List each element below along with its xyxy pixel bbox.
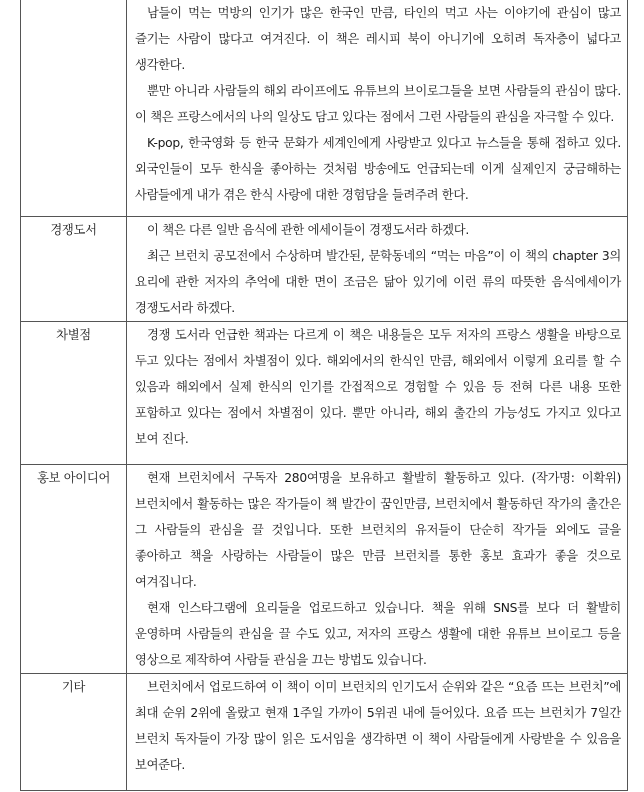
row-label: 기타	[21, 674, 127, 791]
row-content	[127, 0, 628, 217]
paragraph: 최근 브런치 공모전에서 수상하며 발간된, 문학동네의 “먹는 마음”이 이 책의 chapter 3의 요리에 관한 저자의 추억에 대한 면이 조금은 닮아 있기에 이런 류의 따뜻한 음식에세이가 경쟁도서라 하겠다.	[135, 249, 621, 315]
proposal-table	[20, 0, 628, 791]
paragraph: 경쟁 도서라 언급한 책과는 다르게 이 책은 내용들은 모두 저자의 프랑스 생활을 바탕으로 두고 있다는 점에서 차별점이 있다. 해외에서의 한식인 만큼, 해외에서 이렇게 요리를 할 수 있음과 해외에서 실제 한식의 인기를 간접적으로 경험할 수 있음 등 전혀 다른 내용 또한 포함하고 있다는 점에서 차별점이 있다. 뿐만 아니라, 해외 출간의 가능성도 가지고 있다고 보여 진다.	[135, 328, 621, 446]
row-label: 경쟁도서	[21, 217, 127, 322]
table-row	[21, 674, 628, 791]
paragraph: 브런치에서 업로드하여 이 책이 이미 브런치의 인기도서 순위와 같은 “요즘 뜨는 브런치”에 최대 순위 2위에 올랐고 현재 1주일 가까이 5위권 내에 들어있다. 요즘 뜨는 브런치가 7일간 브런치 독자들이 가장 많이 읽은 도서임을 생각하면 이 책이 사람들에게 사랑받을 수 있음을 보여준다.	[135, 680, 621, 772]
row-label	[21, 0, 127, 217]
table-row	[21, 465, 628, 674]
table-row	[21, 0, 628, 217]
paragraph: 남들이 먹는 먹방의 인기가 많은 한국인 만큼, 타인의 먹고 사는 이야기에 관심이 많고 즐기는 사람이 많다고 여겨진다. 이 책은 레시피 북이 아니기에 오히려 독자층이 넓다고 생각한다.	[135, 6, 621, 72]
row-label: 차별점	[21, 322, 127, 465]
paragraph: 이 책은 다른 일반 음식에 관한 에세이들이 경쟁도서라 하겠다.	[147, 223, 469, 237]
row-content	[127, 674, 628, 791]
paragraph: 현재 인스타그램에 요리들을 업로드하고 있습니다. 책을 위해 SNS를 보다 더 활발히 운영하며 사람들의 관심을 끌 수도 있고, 저자의 프랑스 생활에 대한 유튜브 브이로그 등을 영상으로 제작하여 사람들 관심을 끄는 방법도 있습니다.	[135, 601, 621, 667]
row-content	[127, 322, 628, 465]
table-row	[21, 217, 628, 322]
row-content	[127, 217, 628, 322]
paragraph: K-pop, 한국영화 등 한국 문화가 세계인에게 사랑받고 있다고 뉴스들을 통해 접하고 있다. 외국인들이 모두 한식을 좋아하는 것처럼 방송에도 언급되는데 이게 실제인지 궁금해하는 사람들에게 내가 겪은 한식 사랑에 대한 경험담을 들려주려 한다.	[135, 136, 621, 202]
paragraph: 뿐만 아니라 사람들의 해외 라이프에도 유튜브의 브이로그들을 보면 사람들의 관심이 많다. 이 책은 프랑스에서의 나의 일상도 담고 있다는 점에서 그런 사람들의 관심을 자극할 수 있다.	[135, 84, 621, 124]
table-row	[21, 322, 628, 465]
paragraph: 현재 브런치에서 구독자 280여명을 보유하고 활발히 활동하고 있다. (작가명: 이확위) 브런치에서 활동하는 많은 작가들이 책 발간이 꿈인만큼, 브런치에서 활동하던 작가의 출간은 그 사람들의 관심을 끌 것입니다. 또한 브런치의 유저들이 단순히 작가들 외에도 글을 좋아하고 책을 사랑하는 사람들이 많은 만큼 브런치를 통한 홍보 효과가 좋을 것으로 여겨집니다.	[135, 471, 621, 589]
row-label: 홍보 아이디어	[21, 465, 127, 674]
row-content	[127, 465, 628, 674]
